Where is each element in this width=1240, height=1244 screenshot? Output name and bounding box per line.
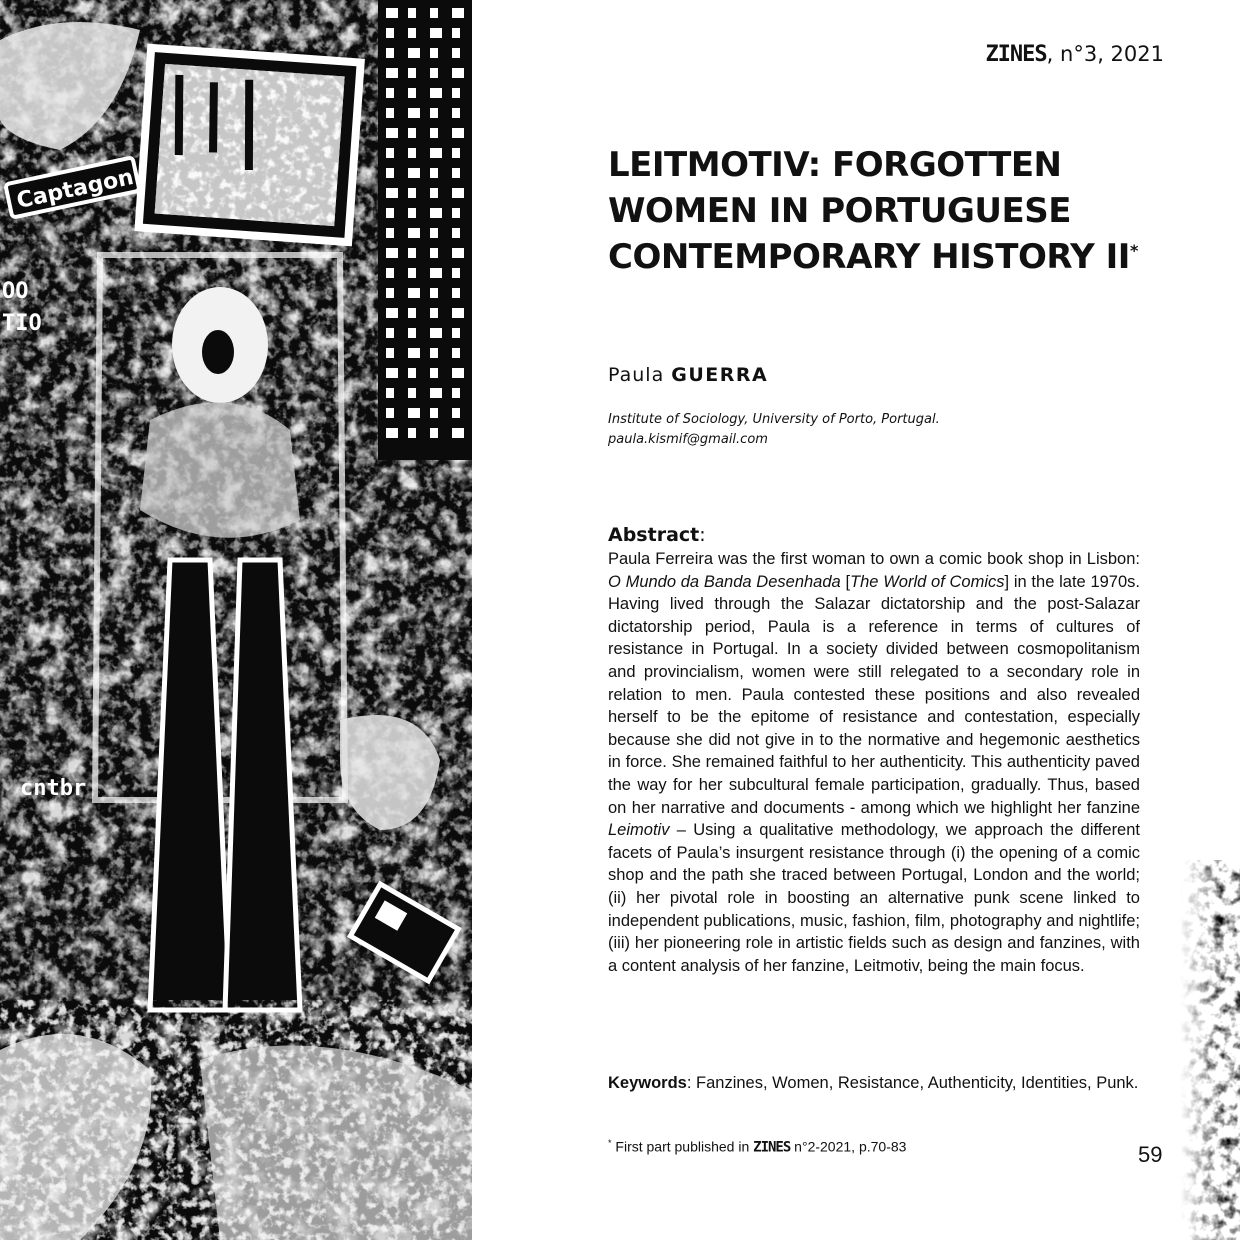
ladder-hole [452, 288, 460, 298]
ladder-hole [430, 108, 438, 118]
ladder-hole [430, 88, 442, 98]
ladder-hole [408, 168, 420, 178]
keywords-list: : Fanzines, Women, Resistance, Authenticity, Identities, Punk. [686, 1074, 1139, 1092]
ladder-hole [408, 128, 416, 138]
keywords [608, 1072, 1140, 1095]
abstract-heading-colon: : [699, 524, 706, 546]
abstract-text [608, 548, 1140, 977]
ladder-hole [408, 248, 416, 258]
author-affiliation [608, 410, 1148, 450]
ladder-hole [386, 208, 394, 218]
keywords-label: Keywords [608, 1074, 687, 1092]
ladder-hole [408, 208, 416, 218]
ladder-hole [386, 288, 394, 298]
ladder-hole [452, 208, 460, 218]
svg-text:Captagon: Captagon [14, 164, 136, 215]
ladder-hole [430, 168, 438, 178]
ladder-hole [452, 148, 460, 158]
ladder-hole [408, 268, 416, 278]
ladder-hole [386, 68, 398, 78]
collage-artwork [0, 0, 472, 1240]
author-first-name: Paula [608, 364, 665, 386]
ladder-hole [386, 108, 394, 118]
ladder-hole [430, 248, 438, 258]
journal-name: ZINES [985, 42, 1047, 67]
ladder-hole [408, 88, 416, 98]
ladder-hole [430, 228, 438, 238]
abstract-part-4: – Using a qualitative methodology, we approach the different facets of Paula’s insurgent resistance through (i) the opening of a comic shop and the path she traced between Portugal, London and the world; (ii) her pivotal role in boosting an alternative punk scene linked to independent publications, music, fashion, film, photography and nightlife; (iii) her pioneering role in artistic fields such as design and fanzines, with a content analysis of her fanzine, Leitmotiv, being the main focus. [608, 821, 1140, 975]
footnote-marker: * [608, 1138, 612, 1148]
ladder-hole [452, 228, 460, 238]
ladder-hole [408, 308, 416, 318]
title-footnote-marker: * [1129, 241, 1138, 260]
ladder-hole [408, 188, 416, 198]
ladder-hole [452, 168, 460, 178]
ladder-strip [378, 0, 472, 460]
svg-text:OO: OO [2, 279, 29, 304]
abstract-shop-translation: The World of Comics [850, 572, 1005, 591]
ladder-hole [452, 268, 460, 278]
abstract-part-2: [ [840, 572, 851, 591]
ladder-hole [386, 128, 398, 138]
ladder-hole [386, 88, 394, 98]
ladder-hole [408, 228, 420, 238]
ink-smudge-decoration [1180, 860, 1240, 1240]
ladder-hole [452, 368, 464, 378]
ladder-hole [386, 188, 398, 198]
ladder-hole [430, 68, 438, 78]
ladder-hole [452, 8, 464, 18]
ladder-hole [430, 288, 438, 298]
ladder-hole [452, 188, 464, 198]
ladder-hole [430, 268, 442, 278]
ladder-hole [408, 48, 420, 58]
author-name [608, 364, 768, 386]
ladder-hole [386, 368, 398, 378]
ladder-hole [386, 148, 394, 158]
cover-collage-image [0, 0, 472, 1240]
ladder-hole [430, 148, 442, 158]
affiliation-email[interactable]: paula.kismif@gmail.com [608, 432, 768, 447]
page-number: 59 [1138, 1142, 1163, 1167]
title-line-3: CONTEMPORARY HISTORY II [608, 237, 1130, 277]
abstract-part-3: ] in the late 1970s. Having lived through the Salazar dictatorship and the post-Salazar dictatorship period, Paula is a reference in terms of cultures of resistance in Portugal. In a society divided between cosmopolitanism and provincialism, women were still relegated to a secondary role in relation to men. Paula contested these positions and also revealed herself to be the epitome of resistance and contestation, especially because she did not give in to the normative and hegemonic aesthetics in force. She remained faithful to her authenticity. This authenticity paved the way for her subcultural female participation, gradually. Thus, based on her narrative and documents - among which we highlight her fanzine [608, 572, 1140, 817]
ladder-hole [408, 8, 416, 18]
footnote-journal-name: ZINES [753, 1139, 791, 1156]
ladder-hole [452, 128, 464, 138]
ladder-hole [452, 348, 460, 358]
ladder-hole [430, 208, 442, 218]
ladder-hole [386, 348, 394, 358]
journal-header [985, 42, 1164, 67]
ladder-hole [386, 248, 398, 258]
abstract-heading-label: Abstract [608, 524, 700, 546]
ladder-hole [408, 328, 416, 338]
title-line-1: LEITMOTIV: FORGOTTEN [608, 145, 1062, 185]
ladder-hole [452, 408, 460, 418]
article-title [608, 142, 1208, 280]
ladder-hole [430, 428, 438, 438]
ladder-hole [408, 388, 416, 398]
ladder-hole [430, 8, 438, 18]
ladder-hole [386, 388, 394, 398]
ladder-hole [408, 428, 416, 438]
journal-issue: , n°3, 2021 [1046, 42, 1164, 66]
abstract-part-1: Paula Ferreira was the first woman to own a comic book shop in Lisbon: [608, 550, 1140, 568]
ladder-hole [386, 48, 394, 58]
ladder-hole [452, 248, 464, 258]
footnote [608, 1138, 906, 1156]
ladder-hole [430, 48, 438, 58]
abstract-heading [608, 524, 706, 546]
footnote-text-after: n°2-2021, p.70-83 [790, 1138, 907, 1155]
ladder-hole [430, 128, 438, 138]
ladder-hole [408, 288, 420, 298]
ladder-hole [408, 348, 420, 358]
footnote-text-before: First part published in [611, 1138, 754, 1155]
ladder-hole [430, 368, 438, 378]
ladder-hole [452, 68, 464, 78]
ladder-hole [386, 328, 394, 338]
ladder-hole [408, 108, 420, 118]
ladder-hole [408, 408, 420, 418]
ladder-hole [386, 8, 398, 18]
affiliation-institution: Institute of Sociology, University of Porto, Portugal. [608, 412, 940, 427]
abstract-fanzine-name: Leimotiv [608, 821, 670, 840]
ladder-hole [386, 308, 398, 318]
ladder-hole [430, 328, 442, 338]
abstract-shop-name: O Mundo da Banda Desenhada [608, 572, 841, 591]
ladder-hole [386, 228, 394, 238]
svg-text:cntbr: cntbr [20, 776, 87, 801]
ladder-hole [386, 168, 394, 178]
ladder-hole [386, 268, 394, 278]
ladder-hole [430, 388, 442, 398]
svg-text:TIO: TIO [2, 311, 42, 336]
ladder-hole [430, 308, 438, 318]
ladder-hole [408, 148, 416, 158]
ladder-hole [386, 28, 394, 38]
ladder-hole [452, 48, 460, 58]
ladder-hole [452, 28, 460, 38]
ladder-hole [452, 428, 464, 438]
framed-panel [139, 48, 361, 242]
ladder-hole [408, 68, 416, 78]
title-line-2: WOMEN IN PORTUGUESE [608, 191, 1071, 231]
ladder-hole [430, 28, 442, 38]
ladder-hole [452, 388, 460, 398]
ladder-hole [430, 408, 438, 418]
ladder-hole [386, 408, 394, 418]
author-surname: GUERRA [671, 364, 769, 386]
ladder-hole [452, 308, 464, 318]
ladder-hole [430, 188, 438, 198]
ladder-hole [430, 348, 438, 358]
ladder-hole [386, 428, 398, 438]
ladder-hole [408, 28, 416, 38]
ladder-hole [452, 108, 460, 118]
ladder-hole [452, 328, 460, 338]
ladder-hole [452, 88, 460, 98]
ladder-hole [408, 368, 416, 378]
